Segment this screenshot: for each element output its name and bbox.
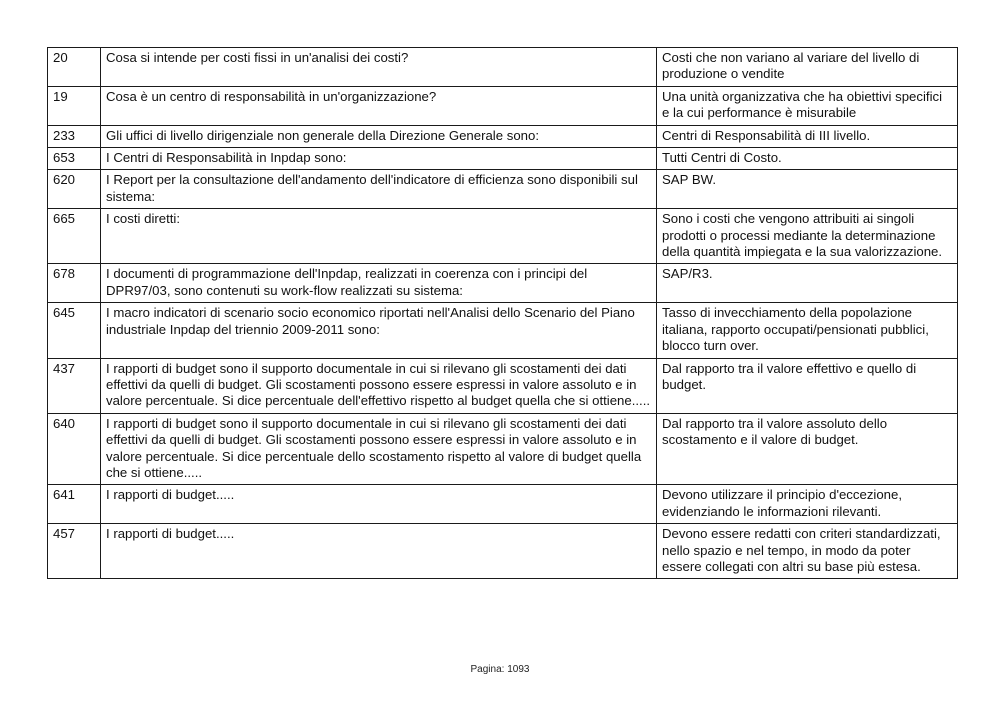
row-answer: Devono essere redatti con criteri standardizzati, nello spazio e nel tempo, in modo da poter essere collegati con altri su base più estesa.	[657, 524, 958, 579]
table-row	[48, 86, 958, 125]
table-row	[48, 148, 958, 170]
row-question: Gli uffici di livello dirigenziale non generale della Direzione Generale sono:	[101, 125, 657, 147]
row-answer: Dal rapporto tra il valore effettivo e quello di budget.	[657, 358, 958, 413]
row-question: I costi diretti:	[101, 209, 657, 264]
row-answer: Tutti Centri di Costo.	[657, 148, 958, 170]
row-id: 19	[48, 86, 101, 125]
row-answer: SAP BW.	[657, 170, 958, 209]
row-question: I rapporti di budget sono il supporto documentale in cui si rilevano gli scostamenti dei dati effettivi da quelli di budget. Gli scostamenti possono essere espressi in valore assoluto e in valore percentuale. Si dice percentuale dell'effettivo rispetto al budget quella che si ottiene.....	[101, 358, 657, 413]
table-row	[48, 48, 958, 87]
row-id: 233	[48, 125, 101, 147]
questions-table	[47, 47, 958, 579]
row-question: I Centri di Responsabilità in Inpdap sono:	[101, 148, 657, 170]
row-answer: Tasso di invecchiamento della popolazione italiana, rapporto occupati/pensionati pubblici, blocco turn over.	[657, 303, 958, 358]
table-row	[48, 413, 958, 485]
row-id: 620	[48, 170, 101, 209]
row-question: I Report per la consultazione dell'andamento dell'indicatore di efficienza sono disponibili sul sistema:	[101, 170, 657, 209]
row-question: I rapporti di budget.....	[101, 485, 657, 524]
row-id: 645	[48, 303, 101, 358]
row-id: 20	[48, 48, 101, 87]
row-id: 640	[48, 413, 101, 485]
row-id: 437	[48, 358, 101, 413]
row-question: Cosa si intende per costi fissi in un'analisi dei costi?	[101, 48, 657, 87]
row-answer: Devono utilizzare il principio d'eccezione, evidenziando le informazioni rilevanti.	[657, 485, 958, 524]
row-id: 653	[48, 148, 101, 170]
row-question: I rapporti di budget.....	[101, 524, 657, 579]
row-answer: SAP/R3.	[657, 264, 958, 303]
table-row	[48, 264, 958, 303]
row-id: 678	[48, 264, 101, 303]
row-answer: Centri di Responsabilità di III livello.	[657, 125, 958, 147]
row-id: 641	[48, 485, 101, 524]
row-question: I rapporti di budget sono il supporto documentale in cui si rilevano gli scostamenti dei dati effettivi da quelli di budget. Gli scostamenti possono essere espressi in valore assoluto e in valore percentuale. Si dice percentuale dello scostamento rispetto al valore di budget quella che si ottiene.....	[101, 413, 657, 485]
row-id: 457	[48, 524, 101, 579]
row-answer: Sono i costi che vengono attribuiti ai singoli prodotti o processi mediante la determinazione della quantità impiegata e la sua valorizzazione.	[657, 209, 958, 264]
row-answer: Costi che non variano al variare del livello di produzione o vendite	[657, 48, 958, 87]
table-row	[48, 125, 958, 147]
table-row	[48, 170, 958, 209]
row-question: I macro indicatori di scenario socio economico riportati nell'Analisi dello Scenario del Piano industriale Inpdap del triennio 2009-2011 sono:	[101, 303, 657, 358]
table-row	[48, 303, 958, 358]
table-row	[48, 358, 958, 413]
row-question: I documenti di programmazione dell'Inpdap, realizzati in coerenza con i principi del DPR97/03, sono contenuti su work-flow realizzati su sistema:	[101, 264, 657, 303]
table-row	[48, 524, 958, 579]
row-id: 665	[48, 209, 101, 264]
table-row	[48, 209, 958, 264]
table-row	[48, 485, 958, 524]
row-question: Cosa è un centro di responsabilità in un'organizzazione?	[101, 86, 657, 125]
row-answer: Una unità organizzativa che ha obiettivi specifici e la cui performance è misurabile	[657, 86, 958, 125]
row-answer: Dal rapporto tra il valore assoluto dello scostamento e il valore di budget.	[657, 413, 958, 485]
page-number: Pagina: 1093	[470, 664, 530, 675]
